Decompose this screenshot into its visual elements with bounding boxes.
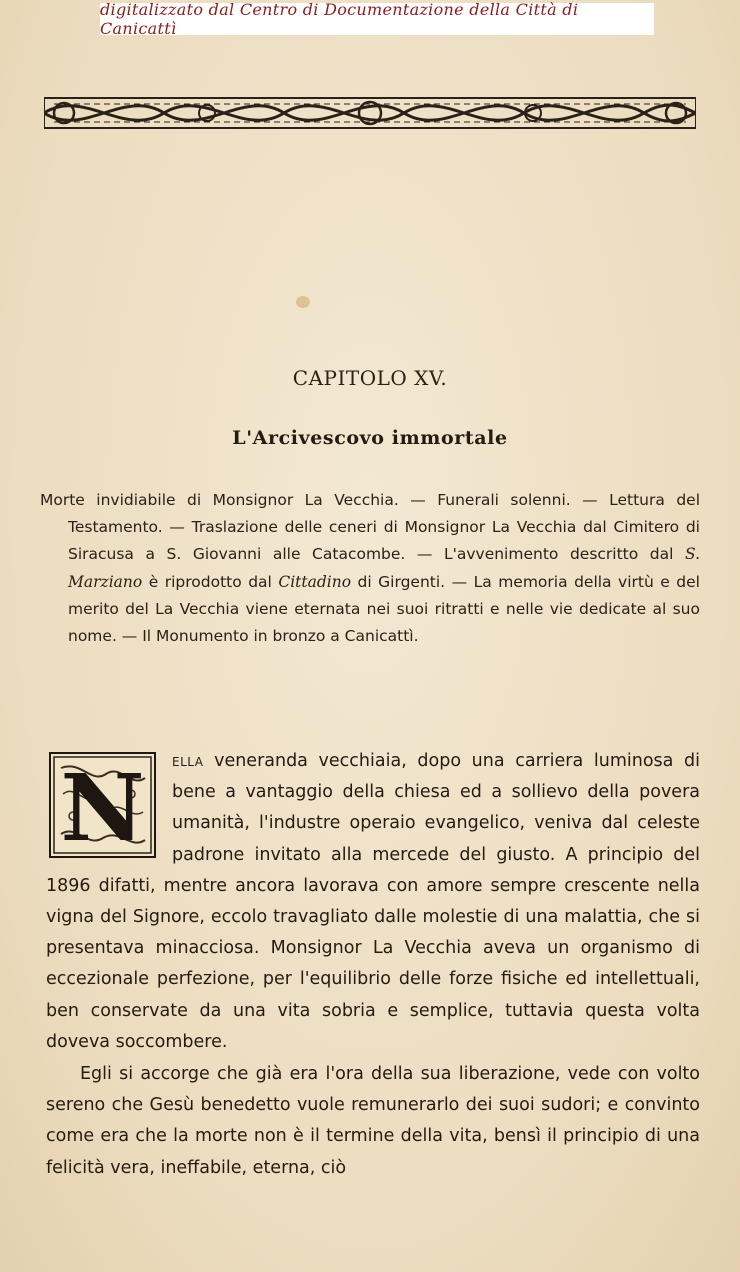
paper-stain xyxy=(296,296,310,308)
summary-italic-title-1: S. Marziano xyxy=(68,545,700,591)
summary-italic-title-2: Cittadino xyxy=(278,572,352,591)
summary-text-part2: è riprodotto dal xyxy=(142,572,279,591)
paragraph-1-text: veneranda vecchiaia, dopo una carriera luminosa di bene a vantaggio della chiesa ed a sollievo della povera umanità, l'industre operaio evangelico, veniva dal celeste padrone invitato alla mercede del giusto. A principio del 1896 difatti, mentre ancora lavorava con amore sempre crescente nella vigna del Signore, eccolo travagliato dalle molestie di una malattia, che si presentava minacciosa. Monsignor La Vecchia aveva un organismo di eccezionale perfezione, per l'equilibrio delle forze fisiche ed intellettuali, ben conservate da una vita sobria e semplice, tuttavia questa volta doveva soccombere. xyxy=(46,751,700,1052)
decorative-headpiece-ornament xyxy=(44,84,696,142)
chapter-title: CAPITOLO XV. xyxy=(292,366,448,390)
paragraph-lead-word: ella xyxy=(172,751,204,771)
digitization-watermark: digitalizzato dal Centro di Documentazione della Città di Canicattì xyxy=(100,3,654,35)
summary-text-part3: di Girgenti. — La memoria della virtù e del merito del La Vecchia viene eternata nei suoi ritratti e nelle vie dedicate al suo nome. — Il Monumento in bronzo a Canicattì. xyxy=(68,572,700,646)
drop-cap-letter: N xyxy=(60,754,145,856)
summary-text-part1: Morte invidiabile di Monsignor La Vecchia. — Funerali solenni. — Lettura del Testamento. — Traslazione delle ceneri di Monsignor La Vecchia dal Cimitero di Siracusa a S. Giovanni alle Catacombe. — L'avvenimento descritto dal xyxy=(40,491,700,564)
decorated-drop-cap xyxy=(49,752,156,858)
chapter-summary xyxy=(40,487,700,650)
chapter-subtitle: L'Arcivescovo immortale xyxy=(232,427,508,449)
body-paragraph-2: Egli si accorge che già era l'ora della sua liberazione, vede con volto sereno che Gesù benedetto vuole remunerarlo dei suoi sudori; e convinto come era che la morte non è il termine della vita, bensì il principio di una felicità vera, ineffabile, eterna, ciò xyxy=(46,1064,700,1178)
